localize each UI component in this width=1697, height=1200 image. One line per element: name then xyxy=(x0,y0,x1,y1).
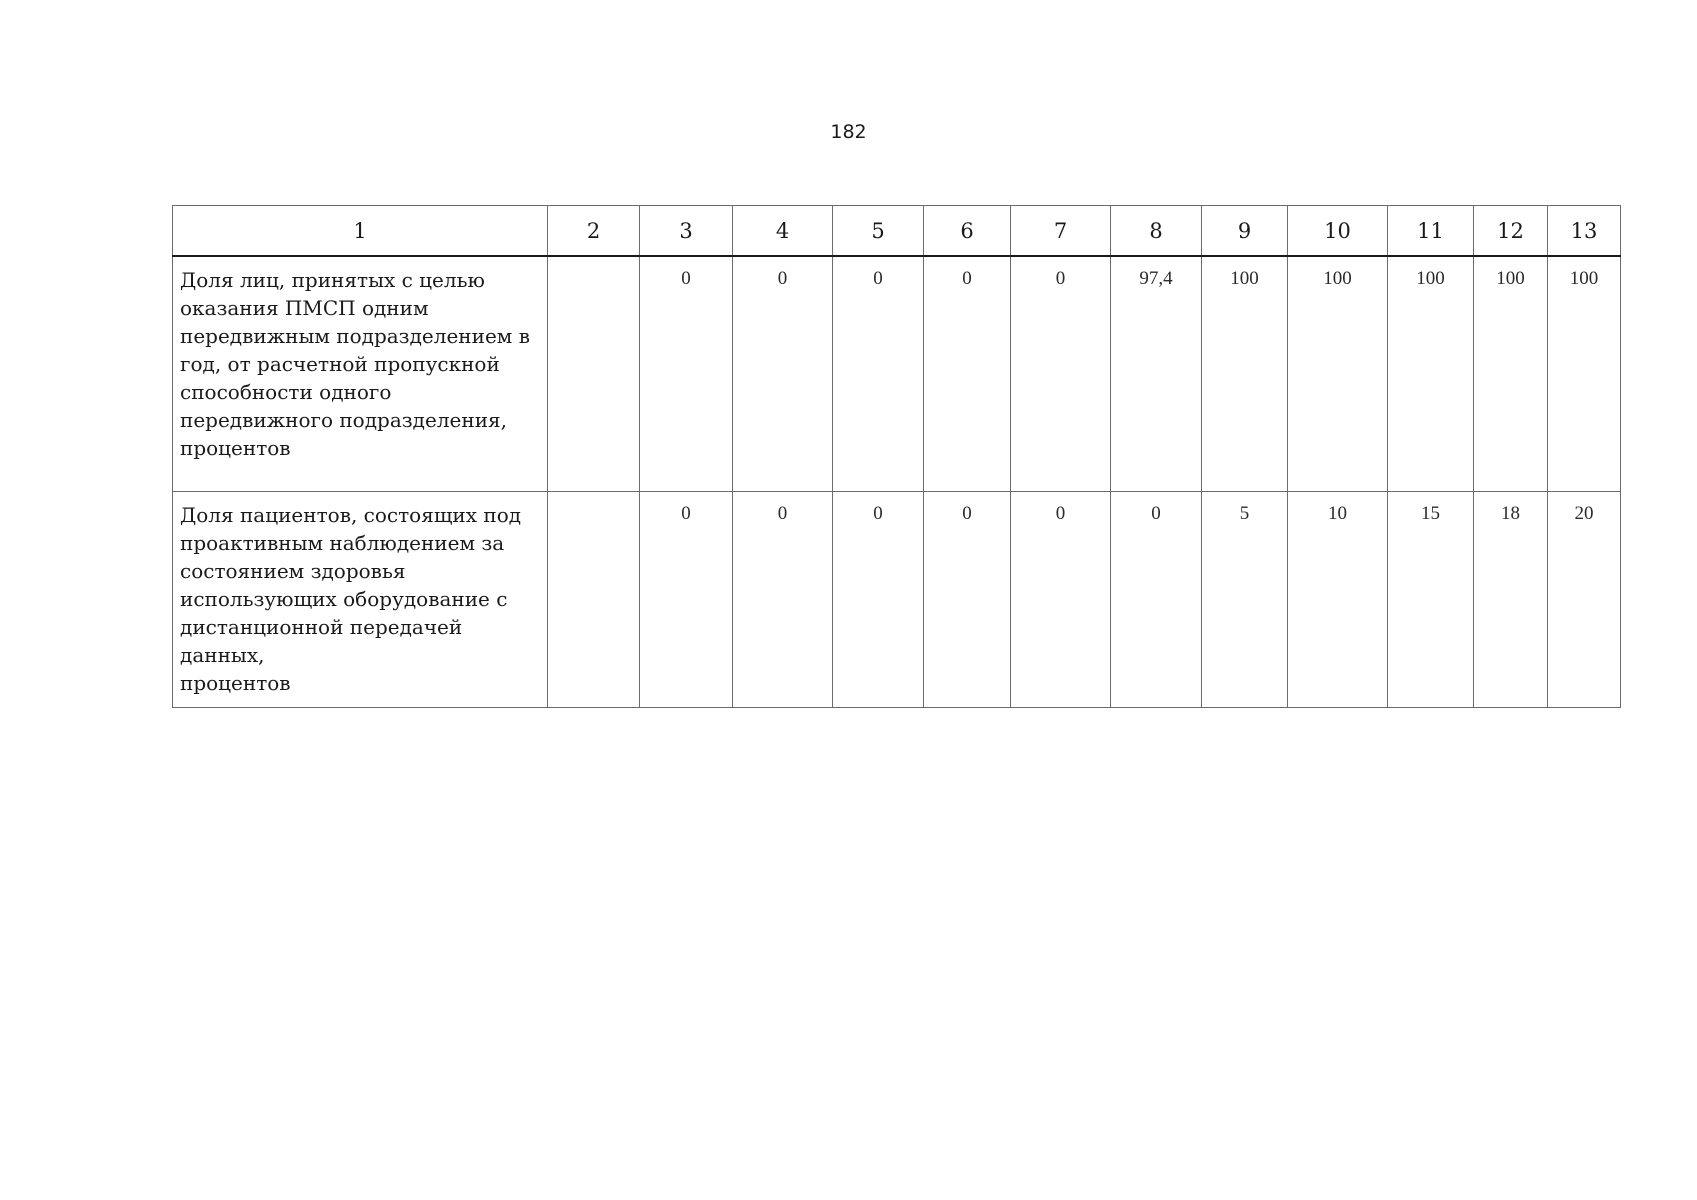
column-header: 12 xyxy=(1474,206,1548,257)
table-cell: 0 xyxy=(1011,256,1111,492)
table-cell: 15 xyxy=(1388,492,1474,708)
table-cell: 100 xyxy=(1388,256,1474,492)
column-header: 1 xyxy=(173,206,548,257)
table-cell: 0 xyxy=(733,256,833,492)
table-cell xyxy=(548,256,640,492)
table-cell: 0 xyxy=(640,256,733,492)
label-line: год, от расчетной пропускной xyxy=(180,352,500,376)
column-header: 10 xyxy=(1288,206,1388,257)
column-header: 8 xyxy=(1111,206,1202,257)
indicator-table xyxy=(172,205,1621,708)
column-header: 3 xyxy=(640,206,733,257)
indicator-label-cell xyxy=(173,256,548,492)
indicator-label-cell xyxy=(173,492,548,708)
column-header: 13 xyxy=(1548,206,1621,257)
label-line: Доля лиц, принятых с целью xyxy=(180,268,485,292)
table-cell: 0 xyxy=(733,492,833,708)
table-cell: 10 xyxy=(1288,492,1388,708)
label-line: проактивным наблюдением за xyxy=(180,531,505,555)
table-row xyxy=(173,492,1621,708)
table-cell: 0 xyxy=(924,492,1011,708)
column-header: 2 xyxy=(548,206,640,257)
label-line: процентов xyxy=(180,436,291,460)
table-row xyxy=(173,256,1621,492)
table-cell: 0 xyxy=(1011,492,1111,708)
table-header-row xyxy=(173,206,1621,257)
table-cell: 20 xyxy=(1548,492,1621,708)
column-header: 9 xyxy=(1202,206,1288,257)
table-cell xyxy=(548,492,640,708)
table-cell: 0 xyxy=(1111,492,1202,708)
column-header: 6 xyxy=(924,206,1011,257)
table-cell: 100 xyxy=(1474,256,1548,492)
label-line: процентов xyxy=(180,671,291,695)
label-line: дистанционной передачей данных, xyxy=(180,615,463,667)
table-cell: 100 xyxy=(1288,256,1388,492)
label-line: передвижным подразделением в xyxy=(180,324,530,348)
label-line: способности одного xyxy=(180,380,392,404)
table-cell: 0 xyxy=(833,256,924,492)
column-header: 5 xyxy=(833,206,924,257)
label-line: передвижного подразделения, xyxy=(180,408,508,432)
column-header: 7 xyxy=(1011,206,1111,257)
column-header: 4 xyxy=(733,206,833,257)
label-line: использующих оборудование с xyxy=(180,587,508,611)
table-cell: 97,4 xyxy=(1111,256,1202,492)
column-header: 11 xyxy=(1388,206,1474,257)
label-line: Доля пациентов, состоящих под xyxy=(180,503,522,527)
page-number: 182 xyxy=(830,121,867,143)
table-cell: 0 xyxy=(640,492,733,708)
label-line: состоянием здоровья xyxy=(180,559,406,583)
table-cell: 0 xyxy=(924,256,1011,492)
table-cell: 5 xyxy=(1202,492,1288,708)
table-cell: 100 xyxy=(1548,256,1621,492)
label-line: оказания ПМСП одним xyxy=(180,296,429,320)
table-cell: 0 xyxy=(833,492,924,708)
table-cell: 18 xyxy=(1474,492,1548,708)
table-cell: 100 xyxy=(1202,256,1288,492)
